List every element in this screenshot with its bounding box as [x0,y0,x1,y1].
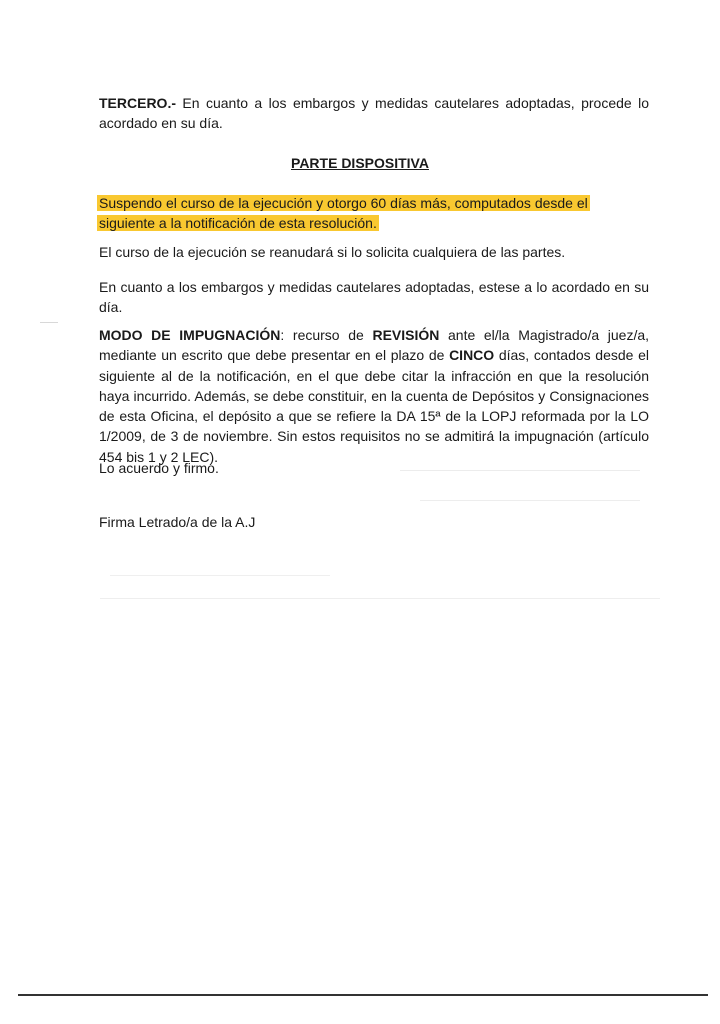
highlight-line-2: siguiente a la notificación de esta resolución. [99,215,377,231]
footer-rule [18,994,708,996]
highlighted-resolution [99,193,649,233]
revision-keyword: REVISIÓN [372,327,440,343]
impugnacion-text-1: : recurso de [280,327,373,343]
tercero-text: En cuanto a los embargos y medidas cautelares adoptadas, procede lo acordado en su día. [99,95,649,131]
scan-speck [420,500,640,501]
scan-speck [400,470,640,471]
cinco-keyword: CINCO [449,347,495,364]
impugnacion-text-3: días, contados desde el siguiente al de la notificación, en el que debe citar la infracción en que la resolución haya incurrido. Además, se debe constituir, en la cuenta de Depósitos y Consignaciones de esta Oficina, el depósito a que se refiere la DA 15ª de la LOPJ reformada por la LO 1/2009, de 3 de noviembre. Sin estos requisitos no se admitirá la impugnación (artículo 454 bis 1 y 2 LEC). [99,347,649,465]
embargos-paragraph: En cuanto a los embargos y medidas cautelares adoptadas, estese a lo acordado en su día. [99,279,649,315]
acuerdo-line: Lo acuerdo y firmo. [99,460,219,476]
tercero-label: TERCERO.- [99,95,176,111]
tercero-paragraph [99,93,649,133]
scan-speck [110,575,330,576]
impugnacion-paragraph [99,325,649,467]
firma-line: Firma Letrado/a de la A.J [99,514,256,530]
scan-speck [100,598,660,599]
impugnacion-text-2: ante el/la Magistrado/a juez/a, mediante un escrito que debe presentar en el plazo de [99,327,650,364]
highlight-line-1: Suspendo el curso de la ejecución y otorgo 60 días más, computados desde el [99,195,588,211]
impugnacion-label: MODO DE IMPUGNACIÓN [99,327,281,343]
section-heading: PARTE DISPOSITIVA [291,155,429,171]
reanudara-paragraph: El curso de la ejecución se reanudará si lo solicita cualquiera de las partes. [99,244,566,260]
scan-speck [40,322,58,323]
